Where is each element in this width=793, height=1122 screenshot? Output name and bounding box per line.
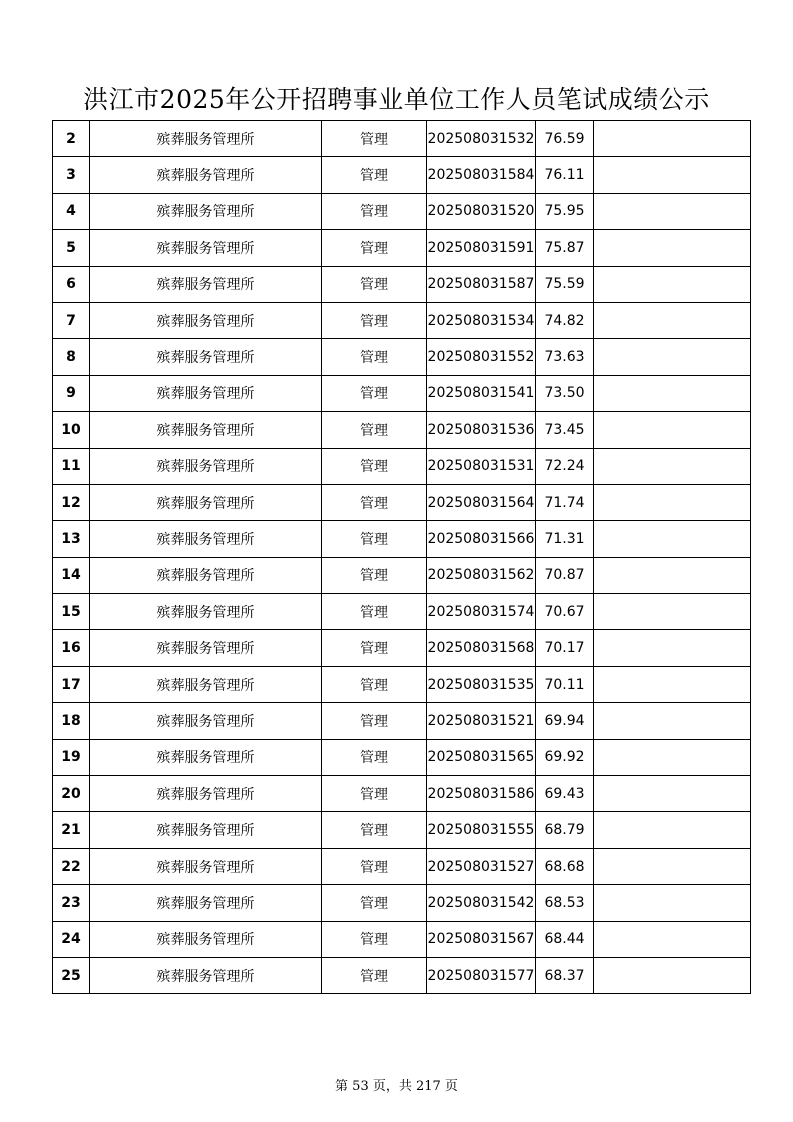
written-score-cell: 68.79 xyxy=(536,812,594,848)
unit-name-cell: 殡葬服务管理所 xyxy=(90,666,322,702)
exam-number-cell: 202508031586 xyxy=(427,776,536,812)
table-row xyxy=(53,703,751,739)
unit-name-cell: 殡葬服务管理所 xyxy=(90,812,322,848)
row-number-cell: 21 xyxy=(53,812,90,848)
unit-name-cell: 殡葬服务管理所 xyxy=(90,121,322,157)
position-name-cell: 管理 xyxy=(322,957,427,993)
exam-number-cell: 202508031564 xyxy=(427,484,536,520)
unit-name-cell: 殡葬服务管理所 xyxy=(90,339,322,375)
row-number-cell: 9 xyxy=(53,375,90,411)
remarks-cell xyxy=(594,339,751,375)
position-name-cell: 管理 xyxy=(322,448,427,484)
written-score-cell: 69.43 xyxy=(536,776,594,812)
table-row xyxy=(53,666,751,702)
position-name-cell: 管理 xyxy=(322,157,427,193)
table-row xyxy=(53,448,751,484)
written-score-cell: 70.87 xyxy=(536,557,594,593)
row-number-cell: 2 xyxy=(53,121,90,157)
written-score-cell: 68.53 xyxy=(536,885,594,921)
position-name-cell: 管理 xyxy=(322,266,427,302)
position-name-cell: 管理 xyxy=(322,121,427,157)
remarks-cell xyxy=(594,848,751,884)
unit-name-cell: 殡葬服务管理所 xyxy=(90,921,322,957)
remarks-cell xyxy=(594,121,751,157)
remarks-cell xyxy=(594,521,751,557)
table-row xyxy=(53,557,751,593)
unit-name-cell: 殡葬服务管理所 xyxy=(90,157,322,193)
table-row xyxy=(53,193,751,229)
row-number-cell: 8 xyxy=(53,339,90,375)
unit-name-cell: 殡葬服务管理所 xyxy=(90,630,322,666)
written-score-cell: 73.50 xyxy=(536,375,594,411)
exam-number-cell: 202508031591 xyxy=(427,230,536,266)
table-row xyxy=(53,521,751,557)
table-row xyxy=(53,339,751,375)
remarks-cell xyxy=(594,885,751,921)
row-number-cell: 6 xyxy=(53,266,90,302)
table-row xyxy=(53,848,751,884)
position-name-cell: 管理 xyxy=(322,193,427,229)
row-number-cell: 3 xyxy=(53,157,90,193)
row-number-cell: 20 xyxy=(53,776,90,812)
table-row xyxy=(53,375,751,411)
row-number-cell: 16 xyxy=(53,630,90,666)
exam-number-cell: 202508031566 xyxy=(427,521,536,557)
row-number-cell: 5 xyxy=(53,230,90,266)
table-row xyxy=(53,266,751,302)
unit-name-cell: 殡葬服务管理所 xyxy=(90,521,322,557)
remarks-cell xyxy=(594,412,751,448)
unit-name-cell: 殡葬服务管理所 xyxy=(90,193,322,229)
written-score-cell: 68.44 xyxy=(536,921,594,957)
written-score-cell: 73.63 xyxy=(536,339,594,375)
written-score-cell: 75.95 xyxy=(536,193,594,229)
exam-number-cell: 202508031565 xyxy=(427,739,536,775)
table-row xyxy=(53,776,751,812)
written-score-cell: 70.67 xyxy=(536,594,594,630)
position-name-cell: 管理 xyxy=(322,812,427,848)
remarks-cell xyxy=(594,230,751,266)
remarks-cell xyxy=(594,557,751,593)
score-table-body xyxy=(53,121,751,994)
unit-name-cell: 殡葬服务管理所 xyxy=(90,594,322,630)
unit-name-cell: 殡葬服务管理所 xyxy=(90,230,322,266)
remarks-cell xyxy=(594,957,751,993)
written-score-cell: 68.37 xyxy=(536,957,594,993)
position-name-cell: 管理 xyxy=(322,630,427,666)
position-name-cell: 管理 xyxy=(322,848,427,884)
exam-number-cell: 202508031535 xyxy=(427,666,536,702)
exam-number-cell: 202508031567 xyxy=(427,921,536,957)
remarks-cell xyxy=(594,157,751,193)
position-name-cell: 管理 xyxy=(322,302,427,338)
exam-number-cell: 202508031531 xyxy=(427,448,536,484)
written-score-cell: 73.45 xyxy=(536,412,594,448)
row-number-cell: 22 xyxy=(53,848,90,884)
table-row xyxy=(53,739,751,775)
unit-name-cell: 殡葬服务管理所 xyxy=(90,848,322,884)
exam-number-cell: 202508031527 xyxy=(427,848,536,884)
remarks-cell xyxy=(594,812,751,848)
row-number-cell: 19 xyxy=(53,739,90,775)
position-name-cell: 管理 xyxy=(322,375,427,411)
exam-number-cell: 202508031532 xyxy=(427,121,536,157)
position-name-cell: 管理 xyxy=(322,666,427,702)
table-row xyxy=(53,921,751,957)
position-name-cell: 管理 xyxy=(322,230,427,266)
written-score-cell: 75.59 xyxy=(536,266,594,302)
unit-name-cell: 殡葬服务管理所 xyxy=(90,375,322,411)
position-name-cell: 管理 xyxy=(322,739,427,775)
remarks-cell xyxy=(594,302,751,338)
row-number-cell: 12 xyxy=(53,484,90,520)
remarks-cell xyxy=(594,739,751,775)
row-number-cell: 23 xyxy=(53,885,90,921)
table-row xyxy=(53,812,751,848)
position-name-cell: 管理 xyxy=(322,484,427,520)
unit-name-cell: 殡葬服务管理所 xyxy=(90,484,322,520)
exam-number-cell: 202508031562 xyxy=(427,557,536,593)
row-number-cell: 14 xyxy=(53,557,90,593)
unit-name-cell: 殡葬服务管理所 xyxy=(90,266,322,302)
exam-number-cell: 202508031574 xyxy=(427,594,536,630)
unit-name-cell: 殡葬服务管理所 xyxy=(90,703,322,739)
exam-number-cell: 202508031568 xyxy=(427,630,536,666)
remarks-cell xyxy=(594,448,751,484)
row-number-cell: 25 xyxy=(53,957,90,993)
written-score-cell: 74.82 xyxy=(536,302,594,338)
exam-number-cell: 202508031534 xyxy=(427,302,536,338)
remarks-cell xyxy=(594,921,751,957)
remarks-cell xyxy=(594,703,751,739)
position-name-cell: 管理 xyxy=(322,412,427,448)
remarks-cell xyxy=(594,630,751,666)
written-score-cell: 76.11 xyxy=(536,157,594,193)
table-row xyxy=(53,885,751,921)
position-name-cell: 管理 xyxy=(322,885,427,921)
table-row xyxy=(53,302,751,338)
exam-number-cell: 202508031584 xyxy=(427,157,536,193)
score-table xyxy=(52,120,751,994)
row-number-cell: 15 xyxy=(53,594,90,630)
row-number-cell: 10 xyxy=(53,412,90,448)
exam-number-cell: 202508031552 xyxy=(427,339,536,375)
row-number-cell: 18 xyxy=(53,703,90,739)
written-score-cell: 71.74 xyxy=(536,484,594,520)
page-title: 洪江市2025年公开招聘事业单位工作人员笔试成绩公示 xyxy=(83,85,710,114)
unit-name-cell: 殡葬服务管理所 xyxy=(90,776,322,812)
unit-name-cell: 殡葬服务管理所 xyxy=(90,885,322,921)
row-number-cell: 7 xyxy=(53,302,90,338)
position-name-cell: 管理 xyxy=(322,703,427,739)
remarks-cell xyxy=(594,484,751,520)
position-name-cell: 管理 xyxy=(322,521,427,557)
row-number-cell: 17 xyxy=(53,666,90,702)
exam-number-cell: 202508031555 xyxy=(427,812,536,848)
row-number-cell: 4 xyxy=(53,193,90,229)
unit-name-cell: 殡葬服务管理所 xyxy=(90,412,322,448)
table-row xyxy=(53,630,751,666)
unit-name-cell: 殡葬服务管理所 xyxy=(90,957,322,993)
row-number-cell: 13 xyxy=(53,521,90,557)
page-footer: 第 53 页，共 217 页 xyxy=(335,1079,458,1094)
table-row xyxy=(53,412,751,448)
written-score-cell: 70.11 xyxy=(536,666,594,702)
row-number-cell: 11 xyxy=(53,448,90,484)
table-row xyxy=(53,121,751,157)
exam-number-cell: 202508031521 xyxy=(427,703,536,739)
position-name-cell: 管理 xyxy=(322,594,427,630)
table-row xyxy=(53,957,751,993)
written-score-cell: 70.17 xyxy=(536,630,594,666)
remarks-cell xyxy=(594,594,751,630)
exam-number-cell: 202508031520 xyxy=(427,193,536,229)
remarks-cell xyxy=(594,776,751,812)
unit-name-cell: 殡葬服务管理所 xyxy=(90,302,322,338)
position-name-cell: 管理 xyxy=(322,339,427,375)
table-row xyxy=(53,484,751,520)
remarks-cell xyxy=(594,666,751,702)
exam-number-cell: 202508031536 xyxy=(427,412,536,448)
exam-number-cell: 202508031542 xyxy=(427,885,536,921)
written-score-cell: 71.31 xyxy=(536,521,594,557)
written-score-cell: 69.94 xyxy=(536,703,594,739)
position-name-cell: 管理 xyxy=(322,921,427,957)
exam-number-cell: 202508031587 xyxy=(427,266,536,302)
written-score-cell: 69.92 xyxy=(536,739,594,775)
exam-number-cell: 202508031577 xyxy=(427,957,536,993)
row-number-cell: 24 xyxy=(53,921,90,957)
unit-name-cell: 殡葬服务管理所 xyxy=(90,557,322,593)
remarks-cell xyxy=(594,193,751,229)
exam-number-cell: 202508031541 xyxy=(427,375,536,411)
remarks-cell xyxy=(594,266,751,302)
written-score-cell: 75.87 xyxy=(536,230,594,266)
table-row xyxy=(53,594,751,630)
written-score-cell: 72.24 xyxy=(536,448,594,484)
unit-name-cell: 殡葬服务管理所 xyxy=(90,739,322,775)
remarks-cell xyxy=(594,375,751,411)
position-name-cell: 管理 xyxy=(322,557,427,593)
written-score-cell: 68.68 xyxy=(536,848,594,884)
table-row xyxy=(53,230,751,266)
table-row xyxy=(53,157,751,193)
position-name-cell: 管理 xyxy=(322,776,427,812)
unit-name-cell: 殡葬服务管理所 xyxy=(90,448,322,484)
written-score-cell: 76.59 xyxy=(536,121,594,157)
